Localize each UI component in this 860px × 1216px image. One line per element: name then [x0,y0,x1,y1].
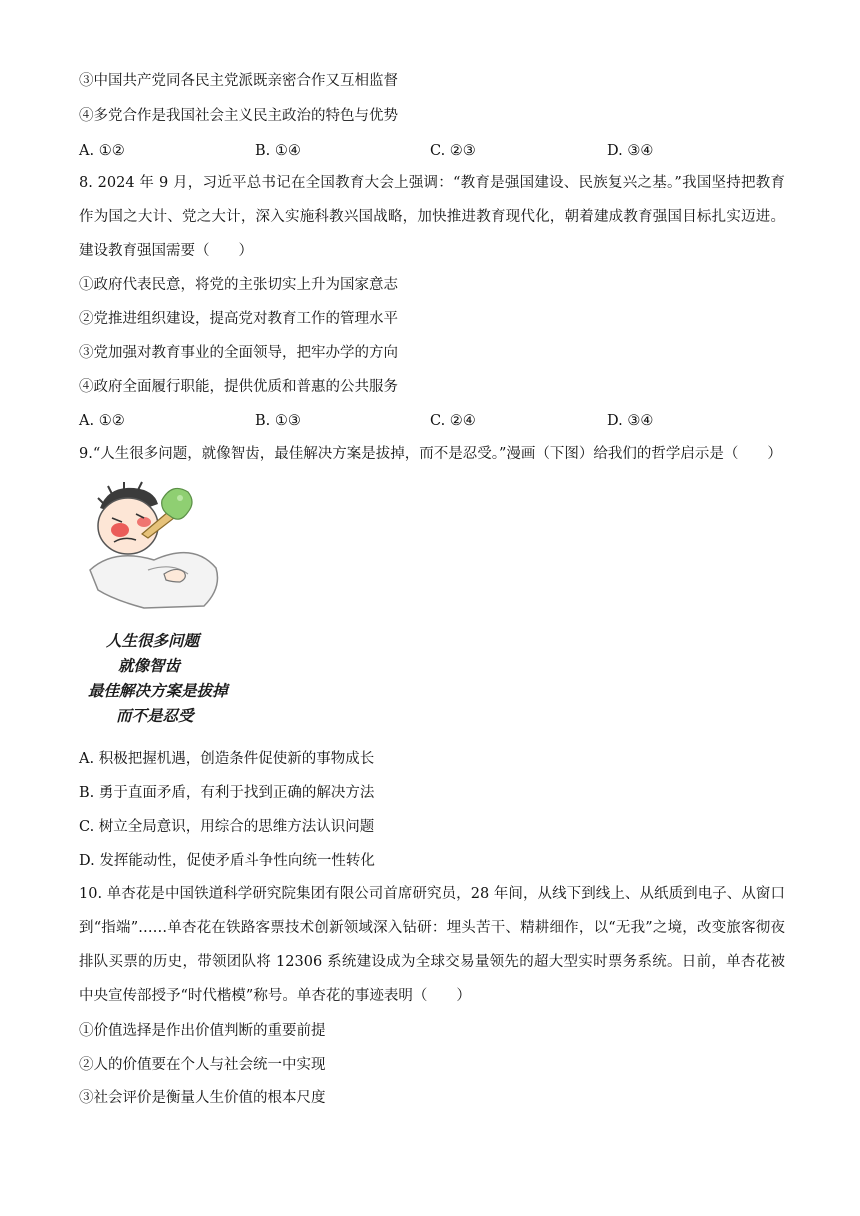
q8-statement-2: ②党推进组织建设，提高党对教育工作的管理水平 [79,311,398,327]
q7-option-a[interactable]: A. ①② [79,143,125,159]
wisdom-tooth-cartoon [84,478,244,730]
q9-option-c[interactable]: C. 树立全局意识，用综合的思维方法认识问题 [79,819,375,835]
q8-options [79,411,785,431]
q9-option-d[interactable]: D. 发挥能动性，促使矛盾斗争性向统一性转化 [79,853,375,869]
statement-4: ④多党合作是我国社会主义民主政治的特色与优势 [79,108,398,124]
statement-3: ③中国共产党同各民主党派既亲密合作又互相监督 [79,73,398,89]
q10-stem: 10. 单杏花是中国铁道科学研究院集团有限公司首席研究员，28 年间，从线下到线上、从纸质到电子、从窗口到“指端”……单杏花在铁路客票技术创新领域深入钻研：埋头苦干、精耕细作，以“无我”之境，改变旅客彻夜排队买票的历史，带领团队将 12306 系统建设成为全球交易量领先的超大型实时票务系统。日前，单杏花被中央宣传部授予“时代楷模”称号。单杏花的事迹表明（ ） [79,886,785,1004]
q10-statement-3: ③社会评价是衡量人生价值的根本尺度 [79,1090,326,1106]
q8-option-a[interactable]: A. ①② [79,413,125,429]
cartoon-caption-line-3: 最佳解决方案是拔掉 [88,682,228,700]
cartoon-caption-line-4: 而不是忍受 [116,707,194,725]
q8-statement-4: ④政府全面履行职能，提供优质和普惠的公共服务 [79,379,398,395]
q7-option-c[interactable]: C. ②③ [430,143,476,159]
cartoon-caption-line-2: 就像智齿 [118,657,181,675]
q10-statement-2: ②人的价值要在个人与社会统一中实现 [79,1057,326,1073]
q7-option-b[interactable]: B. ①④ [255,143,301,159]
q8-stem: 8. 2024 年 9 月，习近平总书记在全国教育大会上强调：“教育是强国建设、民族复兴之基。”我国坚持把教育作为国之大计、党之大计，深入实施科教兴国战略，加快推进教育现代化，朝着建成教育强国目标扎实迈进。建设教育强国需要（ ） [79,175,785,259]
q8-option-d[interactable]: D. ③④ [607,413,654,429]
q7-option-d[interactable]: D. ③④ [607,143,654,159]
q8-statement-1: ①政府代表民意，将党的主张切实上升为国家意志 [79,277,398,293]
q10-statement-1: ①价值选择是作出价值判断的重要前提 [79,1023,326,1039]
cartoon-caption-line-1: 人生很多问题 [106,632,200,650]
q8-statement-3: ③党加强对教育事业的全面领导，把牢办学的方向 [79,345,398,361]
q8-option-b[interactable]: B. ①③ [255,413,301,429]
q9-stem: 9.“人生很多问题，就像智齿，最佳解决方案是拔掉，而不是忍受。”漫画（下图）给我们的哲学启示是（ ） [79,446,782,462]
q7-options [79,141,785,161]
q9-option-b[interactable]: B. 勇于直面矛盾，有利于找到正确的解决方法 [79,785,375,801]
q8-option-c[interactable]: C. ②④ [430,413,476,429]
q9-option-a[interactable]: A. 积极把握机遇，创造条件促使新的事物成长 [79,751,375,767]
